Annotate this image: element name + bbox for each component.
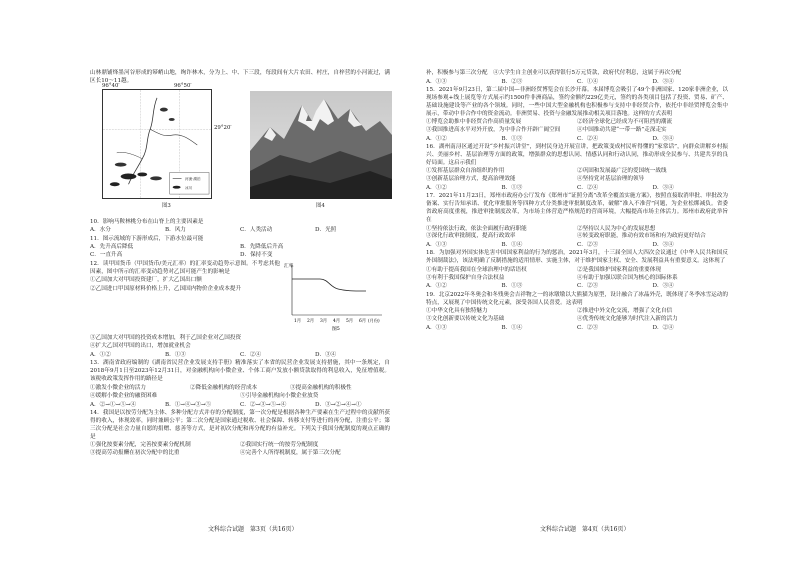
right-page-footer: 文科综合试题 第4页（共16页） [540, 526, 630, 533]
intro-text: 山林鼎铺烽墨河谷形成的幂峭山地，绚诈林木，分为上、中、下三段，每段间有大片农田、村庄，自梓营的小河流过，满区长10～11越。 [90, 70, 390, 84]
q16-item-4: ④坚持党对基层治理的领导 [577, 176, 645, 183]
q17-option-c[interactable]: C．②③ [577, 241, 599, 248]
q17-stem: 17．2021年11月23日，郑州市政府办公厅发布《郑州市“证照分离”改革全覆盖实施方案》，按照直接取消审批、审批改为备案、实行告知承诺、优化审批服务等四种方式分类推进审批制度改革，破解“准入不准营”问题，为企业松绑减负。省委省政府高度重视，推进审批制度改革，为市场主体营造严格规范的营商环境，大幅提高市场主体活力。郑州市政府此举旨在 [426, 193, 728, 224]
q11-option-a[interactable]: A．先升高后降低 [90, 244, 134, 251]
q16-items [426, 168, 728, 184]
q15-stem: 15．2021年9月23日，第二届中国—非洲经贸博览会在长沙开幕。本届博览会吸引了49个非洲国家、120家非洲企业，以现场参观+线上展览等方式展示约1500件非洲商品，签约金额约229亿美元，签约的各类项目包括了投资、贸易、矿产、基础设施建设等产业的各个领域。同时，一些中国大型金融机构也积极参与支持中非经贸合作，依托中非经贸博览会集中展示，带动中非合作中的资金流动。非洲贸易、投资与金融发展推动相关项目落地。这样的方式表明 [426, 87, 728, 117]
q13-option-c[interactable]: C．②→③→⑤→④ [240, 401, 287, 408]
q12-item-3: ③乙国加大对甲国的投资成本增加，利于乙国企业对乙国投资 [90, 334, 242, 341]
mountain-photo [250, 91, 392, 199]
q13-options [90, 402, 390, 410]
q12-item-2: ②乙国进口甲国原材料价格上升，乙国国内物价企业成本提升 [90, 285, 242, 292]
q19-option-d[interactable]: D．②④ [652, 324, 674, 331]
x-unit: (月份) [368, 317, 380, 323]
q18-option-b[interactable]: B．①③ [501, 283, 523, 290]
q15-item-4: ④中国推动共建“一带一路”走深走实 [577, 127, 667, 134]
q12-block [90, 261, 390, 335]
q13-item-5: ⑤引导金融机构向小微企业放贷 [240, 393, 319, 400]
x-tick-2: 2月 [307, 318, 315, 324]
chart-y-label: 汇率 [284, 263, 294, 269]
q14-item-3: ③提高劳动报酬在初次分配中的比重 [90, 450, 180, 457]
x-tick-1: 1月 [294, 318, 302, 324]
q18-items [426, 267, 728, 283]
q19-item-2: ②推进中外文化交流，增强了文化自信 [577, 308, 673, 315]
q11-options [90, 244, 390, 260]
q17-items [426, 226, 728, 242]
x-tick-4: 4月 [333, 318, 341, 324]
q12-option-d[interactable]: D．③④ [315, 351, 337, 358]
q12-option-a[interactable]: A．①② [90, 351, 111, 358]
map-lon2: 96°50′ [174, 82, 192, 89]
q14-item-2: ②我国实行统一的按劳分配制度 [240, 442, 319, 449]
q18-options [426, 283, 728, 291]
q13-option-a[interactable]: A．②→①→⑤→④ [90, 401, 137, 408]
q14-continuation: 补，积极参与第三次分配 ④大学生自主创业可以获得银行5万元贷款，政府代付利息，这属于再次分配 [426, 70, 682, 76]
q19-option-b[interactable]: B．①④ [501, 324, 523, 331]
q10-option-c[interactable]: C．人类活动 [240, 227, 273, 234]
q16-option-b[interactable]: B．①③ [501, 184, 523, 191]
q11-option-c[interactable]: C．一直升高 [90, 252, 123, 259]
q19-items [426, 308, 728, 324]
map-legend-river: 河流·湖泊 [185, 176, 201, 181]
left-page-footer: 文科综合试题 第3页（共16页） [208, 526, 298, 533]
figures-3-4 [90, 82, 390, 217]
q10-stem: 10．影响马鞍林桃分布在山脊上的主要因素是 [90, 218, 204, 225]
q13-option-d[interactable]: D．③→②→④→① [315, 401, 362, 408]
q17-item-2: ②坚持以人民为中心的发展思想 [577, 225, 656, 232]
q14-option-c[interactable]: C．①④ [577, 78, 599, 85]
q11-option-d[interactable]: D．保持不变 [240, 252, 273, 259]
q17-option-b[interactable]: B．①④ [501, 241, 523, 248]
x-tick-5: 5月 [346, 318, 354, 324]
q14-option-a[interactable]: A．①③ [426, 78, 447, 85]
q18-item-2: ②是我国维护国家利益的重要体现 [577, 266, 661, 273]
q15-items [426, 119, 728, 135]
q12-item-1: ①乙国加大对甲国投资建厂，扩大乙国出口额 [90, 277, 202, 284]
q15-option-c[interactable]: C．②④ [577, 135, 599, 142]
q19-stem: 19．北京2022年冬奥会和冬残奥会吉祥物之一的冰墩墩以大熊猫为原型，设计融合了冰晶外壳，既体现了冬季冰雪运动的特点，又展现了中国传统文化元素，深受各国人民喜爱。这表明 [426, 291, 728, 306]
q16-options [426, 185, 728, 193]
q10-option-d[interactable]: D．光照 [315, 227, 337, 234]
q16-stem: 16．湖州南浔区通过开设“乡村振兴讲堂”，到村民身边开展宣讲，把政策变成村民听得懂的“家常话”，向群众讲解乡村振兴、美丽乡村、基层治理等方面的政策，增强群众的思想认同、情感认同和行动认同，推动形成全民参与、共建共享的良好局面。这启示我们 [426, 144, 728, 166]
q15-item-1: ①博览会助推中非经贸合作高质量发展 [426, 119, 522, 126]
q14-stem: 14．我国是以按劳分配为主体、多种分配方式并存的分配制度，第一次分配是根据各种生产要素在生产过程中的贡献所获得的收入，体现效率，同时兼顾公平；第二次分配是国家通过税收、社会保障、转移支付等进行的再分配，注重公平；第三次分配是社会力量自愿的捐赠、慈善等方式，是对初次分配和再分配的有益补充。下列关于我国分配制度的观点正确的是 [90, 410, 390, 440]
q11-stem: 11．图示流域的下游形成后，下游水位最可能 [90, 235, 204, 242]
q15-option-d[interactable]: D．③④ [652, 135, 674, 142]
q13-item-4: ④缓解小微企业的融资困难 [90, 393, 158, 400]
q15-item-2: ②经济全球化已经成为不可阻挡的潮流 [577, 119, 673, 126]
q14-item-4: ④完善个人所得税制度，属于第三次分配 [240, 450, 341, 457]
q16-option-a[interactable]: A．①② [426, 184, 447, 191]
q18-option-c[interactable]: C．②③ [577, 283, 599, 290]
q12-option-b[interactable]: B．①③ [165, 351, 186, 358]
q13-items-2 [90, 393, 390, 401]
q16-option-d[interactable]: D．③④ [652, 184, 674, 191]
fig3-caption: 图3 [162, 202, 171, 209]
q10-options [90, 227, 390, 235]
q16-item-1: ①发挥基层群众自治组织的作用 [426, 168, 505, 175]
q18-item-1: ①有助于提高我国在全球治理中的话语权 [426, 266, 527, 273]
q12-option-c[interactable]: C．②④ [240, 351, 262, 358]
left-page [90, 70, 390, 459]
q19-option-a[interactable]: A．①③ [426, 324, 447, 331]
q14-option-d[interactable]: D．③④ [652, 78, 674, 85]
q14-item-1: ①强化按要素分配，完善按要素分配机制 [90, 442, 191, 449]
q15-option-b[interactable]: B．①③ [501, 135, 523, 142]
q14-items [90, 442, 390, 458]
exchange-rate-chart [282, 261, 386, 331]
q13-item-2: ②降低金融机构的经营成本 [190, 384, 258, 391]
q18-item-3: ③有利于我国保护自身合法权益 [426, 274, 505, 281]
q12-options [90, 352, 390, 360]
q13-stem: 13．湖南省政府编制的《湖南省民营企业发展支持手册》精准落实了本省的民营企业发展支持措施，其中一条规定，自2018年9月1日至2023年12月31日，对金融机构向小微企业、个体工商户发放小额贷款取得的利息收入，免征增值税。该税收政策发挥作用的路径是 [90, 360, 390, 383]
x-tick-3: 3月 [320, 318, 328, 324]
map-lat1: 29°20′ [214, 124, 232, 131]
map-lon1: 96°40′ [102, 82, 120, 89]
x-tick-6: 6月 [359, 318, 367, 324]
q13-item-1: ①激发小微企业的活力 [90, 384, 146, 391]
q19-item-3: ③文化创新要以传统文化为基础 [426, 316, 505, 323]
fig5-caption: 图5 [332, 326, 340, 331]
q12-stem: 12．读甲国货币（甲国货币/美元汇率）的汇率变动趋势示意图。不考虑其他因素，图中所示的汇率变动趋势对乙国可能产生的影响是 [90, 260, 280, 275]
q12-item-4: ④扩大乙国对甲国的出口，增加就业机会 [90, 343, 191, 350]
q16-item-3: ③创新基层治理方式，提高治理效能 [426, 176, 516, 183]
q19-item-1: ①中华文化具有独特魅力 [426, 308, 488, 315]
q13-item-3: ③提高金融机构的积极性 [290, 384, 352, 391]
q17-option-a[interactable]: A．①③ [426, 241, 447, 248]
q16-item-2: ②巩固和发展最广泛的爱国统一战线 [577, 168, 667, 175]
q19-item-4: ④优秀传统文化能够为时代注入新的活力 [577, 316, 678, 323]
q10-option-a[interactable]: A．水分 [90, 227, 111, 234]
fig4-caption: 图4 [316, 202, 325, 209]
q18-item-4: ④有助于加强以联合国为核心的国际体系 [577, 274, 678, 281]
q11-option-b[interactable]: B．先降低后升高 [240, 244, 284, 251]
q15-options [426, 136, 728, 144]
q17-option-d[interactable]: D．③④ [652, 241, 674, 248]
q18-option-d[interactable]: D．③④ [652, 283, 674, 290]
q17-item-4: ④转变政府职能，推动有效市场和有为政府更好结合 [577, 233, 706, 240]
q14-option-b[interactable]: B．②③ [501, 78, 523, 85]
q16-option-c[interactable]: C．②④ [577, 184, 599, 191]
q14-options [426, 79, 728, 87]
q13-items [90, 385, 390, 393]
q15-option-a[interactable]: A．①② [426, 135, 447, 142]
q15-item-3: ③我国推进高水平对外开放，为中非合作开辟广阔空间 [426, 127, 561, 134]
q17-item-3: ③深化行政审批制度，提高行政效率 [426, 233, 516, 240]
q13-option-b[interactable]: B．①→④→③→⑤ [165, 401, 212, 408]
q17-options [426, 242, 728, 250]
q17-item-1: ①坚持依法行政，依法全面履行政府职能 [426, 225, 527, 232]
q10-option-b[interactable]: B．风力 [165, 227, 186, 234]
map-legend-glacier: 冰川 [185, 185, 193, 190]
q19-options [426, 325, 728, 333]
q18-option-a[interactable]: A．①② [426, 283, 447, 290]
q19-option-c[interactable]: C．②③ [577, 324, 599, 331]
q18-stem: 18．为加强对外国实体危害中国国家利益的行为的惩治，2021年3月，十三届全国人大四次会议通过《中华人民共和国反外国制裁法》，该法明确了反制措施的适用情形、实施主体，对于维护国家主权、安全、发展利益具有重要意义。这体现了 [426, 250, 728, 265]
right-page [426, 70, 728, 333]
